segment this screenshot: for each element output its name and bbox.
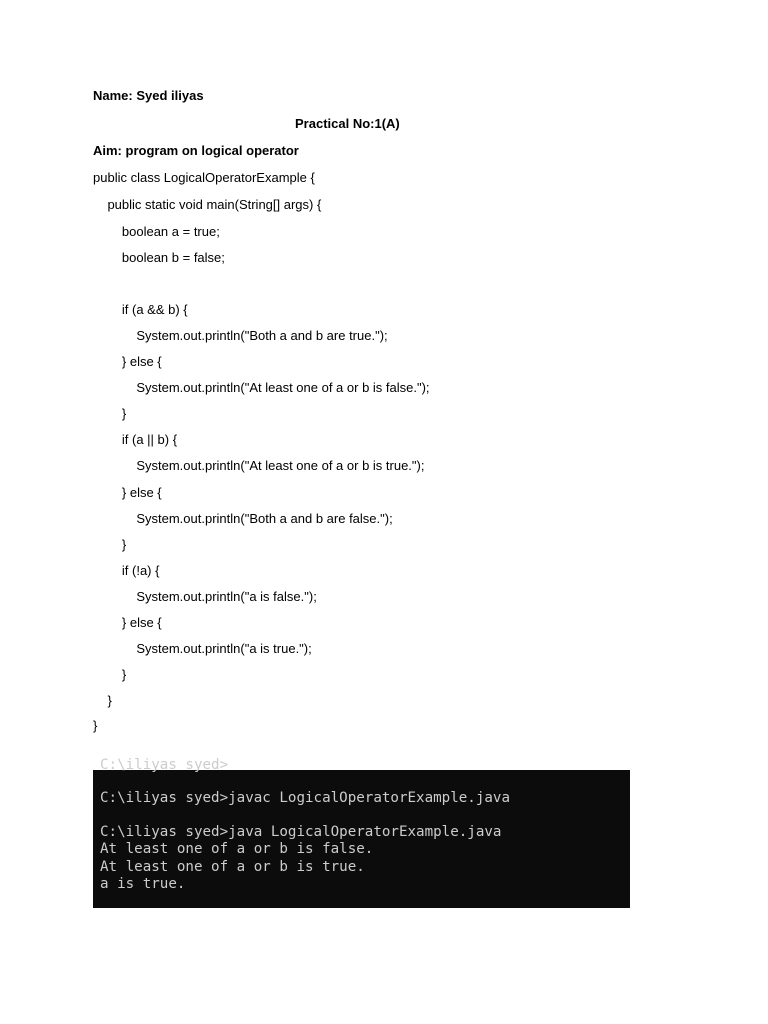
code-line-if-not: if (!a) { bbox=[93, 563, 160, 578]
student-name: Name: Syed iliyas bbox=[93, 88, 204, 103]
terminal-javac-command: C:\iliyas syed>javac LogicalOperatorExample.java bbox=[100, 790, 510, 806]
code-line-if-and: if (a && b) { bbox=[93, 302, 188, 317]
terminal-java-command: C:\iliyas syed>java LogicalOperatorExample.java bbox=[100, 824, 502, 840]
code-line-print-both-true: System.out.println("Both a and b are true."); bbox=[93, 328, 388, 343]
code-line-else-3: } else { bbox=[93, 615, 162, 630]
code-line-close-class: } bbox=[93, 718, 98, 733]
aim-line: Aim: program on logical operator bbox=[93, 143, 299, 158]
code-line-print-one-true: System.out.println("At least one of a or b is true."); bbox=[93, 458, 425, 473]
code-line-print-one-false: System.out.println("At least one of a or b is false."); bbox=[93, 380, 430, 395]
code-line-else-2: } else { bbox=[93, 485, 162, 500]
code-line-print-a-true: System.out.println("a is true."); bbox=[93, 641, 312, 656]
code-line-print-a-false: System.out.println("a is false."); bbox=[93, 589, 317, 604]
terminal-output-line: At least one of a or b is false. bbox=[100, 841, 374, 857]
code-line-if-or: if (a || b) { bbox=[93, 432, 178, 447]
code-line-main-method: public static void main(String[] args) { bbox=[93, 197, 322, 212]
code-line-print-both-false: System.out.println("Both a and b are false."); bbox=[93, 511, 393, 526]
code-line-boolean-a: boolean a = true; bbox=[93, 224, 220, 239]
code-line-close-brace-3: } bbox=[93, 667, 127, 682]
code-line-class-declaration: public class LogicalOperatorExample { bbox=[93, 170, 315, 185]
terminal-output-screenshot bbox=[93, 757, 630, 908]
code-line-close-brace-2: } bbox=[93, 537, 127, 552]
terminal-output-line: a is true. bbox=[100, 876, 186, 892]
code-line-close-brace-1: } bbox=[93, 406, 127, 421]
practical-title: Practical No:1(A) bbox=[295, 116, 400, 131]
code-line-boolean-b: boolean b = false; bbox=[93, 250, 225, 265]
terminal-output-line: At least one of a or b is true. bbox=[100, 859, 365, 875]
terminal-cut-line: C:\iliyas syed> bbox=[100, 757, 229, 773]
code-line-else-1: } else { bbox=[93, 354, 162, 369]
code-line-close-main: } bbox=[93, 693, 112, 708]
